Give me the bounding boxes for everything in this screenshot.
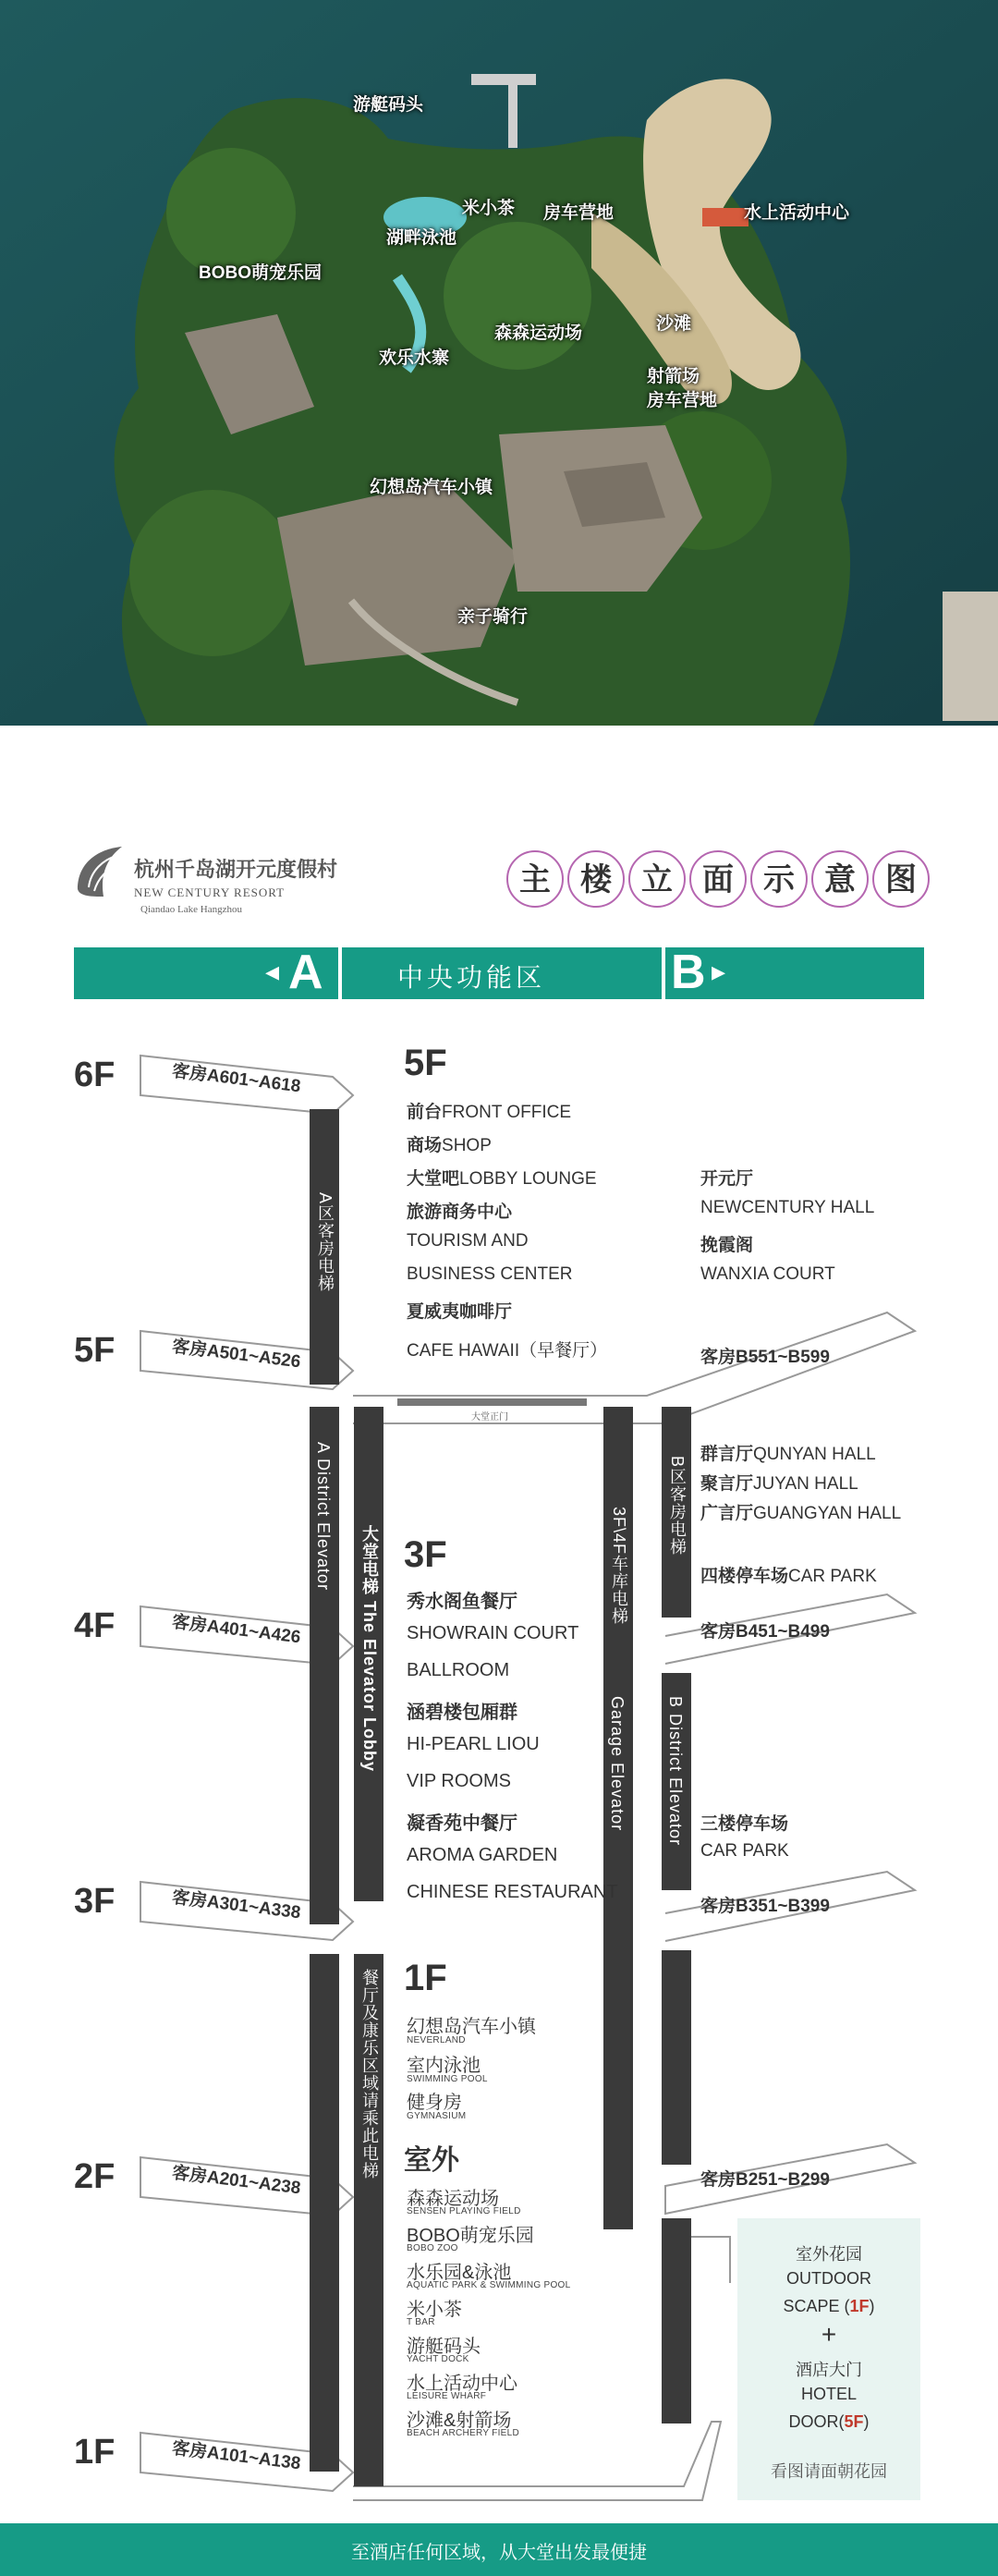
floor-label-3f: 3F bbox=[74, 1882, 116, 1921]
resort-location: Qiandao Lake Hangzhou bbox=[140, 904, 242, 915]
aerial-label-aqua-village: 欢乐水寨 bbox=[379, 348, 450, 368]
f5-item: 商场SHOP bbox=[407, 1136, 492, 1155]
f5-item: 旅游商务中心 bbox=[407, 1203, 513, 1222]
b-elevator-label-en: B District Elevator bbox=[666, 1696, 685, 1847]
aerial-label-rv-camp: 房车营地 bbox=[543, 203, 615, 223]
outdoor-item-en: LEISURE WHARF bbox=[407, 2391, 487, 2401]
central-zone-label: 中央功能区 bbox=[397, 963, 546, 992]
info-outdoor-en: OUTDOOR bbox=[786, 2269, 871, 2288]
f5-right-item: WANXIA COURT bbox=[700, 1264, 835, 1284]
b-room-range-3f: 客房B351~B399 bbox=[700, 1897, 830, 1916]
floor-label-6f: 6F bbox=[74, 1056, 116, 1094]
a-room-range-1f: 客房A101~A138 bbox=[170, 2438, 302, 2474]
title-char: 面 bbox=[689, 850, 747, 908]
f3-item: HI-PEARL LIOU bbox=[407, 1734, 540, 1754]
f3-item: 涵碧楼包厢群 bbox=[407, 1703, 517, 1723]
aerial-label-t-bar: 米小茶 bbox=[462, 199, 516, 218]
lobby-elevator-label: 大堂电梯 The Elevator Lobby bbox=[360, 1525, 379, 1773]
resort-name-cn: 杭州千岛湖开元度假村 bbox=[134, 858, 338, 882]
outdoor-item-en: BOBO ZOO bbox=[407, 2243, 458, 2253]
title-char: 主 bbox=[506, 850, 564, 908]
b-room-range-2f: 客房B251~B299 bbox=[700, 2170, 830, 2190]
outdoor-item-cn: BOBO萌宠乐园 bbox=[407, 2226, 534, 2246]
garage-elevator-label-cn: 3F\4F车库电梯 bbox=[610, 1507, 628, 1626]
title-char: 示 bbox=[750, 850, 808, 908]
f4-right-item: 聚言厅JUYAN HALL bbox=[700, 1474, 858, 1494]
aerial-label-archery: 射箭场 bbox=[647, 367, 700, 386]
outdoor-item-cn: 森森运动场 bbox=[407, 2189, 499, 2209]
aerial-label-sensen-field: 森森运动场 bbox=[494, 324, 583, 343]
aerial-label-yacht-dock: 游艇码头 bbox=[353, 95, 424, 115]
title-char: 楼 bbox=[567, 850, 625, 908]
outdoor-item-cn: 沙滩&射箭场 bbox=[407, 2411, 512, 2431]
f3-item: 秀水阁鱼餐厅 bbox=[407, 1592, 517, 1612]
b-room-range-4f: 客房B451~B499 bbox=[700, 1622, 830, 1642]
f1-item-en: GYMNASIUM bbox=[407, 2111, 467, 2121]
b-room-range-5f: 客房B551~B599 bbox=[700, 1348, 830, 1367]
floor-5f-heading: 5F bbox=[404, 1043, 447, 1083]
f3-item: VIP ROOMS bbox=[407, 1771, 511, 1791]
title-char: 意 bbox=[811, 850, 869, 908]
outdoor-heading: 室外 bbox=[404, 2145, 459, 2176]
lobby-main-door-label: 大堂正门 bbox=[471, 1412, 508, 1422]
right-arrow-icon: ▸ bbox=[712, 957, 726, 987]
f5-right-item: NEWCENTURY HALL bbox=[700, 1198, 875, 1217]
f3-right-item: 三楼停车场 bbox=[700, 1814, 789, 1834]
f5-item: 大堂吧LOBBY LOUNGE bbox=[407, 1169, 597, 1189]
f3-item: 凝香苑中餐厅 bbox=[407, 1813, 517, 1834]
floor-label-1f: 1F bbox=[74, 2433, 116, 2472]
f1-item-en: NEVERLAND bbox=[407, 2035, 466, 2045]
b-elevator-shaft-lower bbox=[662, 1950, 691, 2165]
footer-tip: 至酒店任何区域，从大堂出发最便捷 bbox=[351, 2543, 647, 2563]
dining-elevator-label: 餐厅及康乐区域请乘此电梯 bbox=[360, 1969, 379, 2179]
info-outdoor-cn: 室外花园 bbox=[796, 2245, 862, 2264]
info-note: 看图请面朝花园 bbox=[771, 2462, 887, 2481]
b-elevator-label-cn: B区客房电梯 bbox=[668, 1456, 687, 1557]
outdoor-item-cn: 水上活动中心 bbox=[407, 2374, 517, 2394]
aerial-label-bobo-zoo: BOBO萌宠乐园 bbox=[199, 263, 323, 283]
f5-item: TOURISM AND bbox=[407, 1231, 529, 1251]
floor-3f-heading: 3F bbox=[404, 1534, 447, 1575]
b-elevator-shaft-bottom bbox=[662, 2218, 691, 2423]
floor-label-5f: 5F bbox=[74, 1331, 116, 1370]
aerial-label-rv-camp-2: 房车营地 bbox=[647, 391, 718, 410]
f4-right-item: 群言厅QUNYAN HALL bbox=[700, 1445, 876, 1464]
f3-item: CHINESE RESTAURANT bbox=[407, 1882, 618, 1902]
outdoor-item-en: BEACH ARCHERY FIELD bbox=[407, 2428, 520, 2438]
aerial-label-water-activity: 水上活动中心 bbox=[744, 203, 850, 223]
f5-right-item: 挽霞阁 bbox=[700, 1236, 754, 1255]
aerial-label-lake-pool: 湖畔泳池 bbox=[386, 228, 457, 248]
f5-item: 夏威夷咖啡厅 bbox=[407, 1302, 513, 1322]
floor-label-4f: 4F bbox=[74, 1606, 116, 1645]
f1-item-cn: 健身房 bbox=[407, 2093, 462, 2113]
floor-label-2f: 2F bbox=[74, 2157, 116, 2196]
zone-a-label: A bbox=[288, 946, 323, 999]
aerial-label-beach: 沙滩 bbox=[656, 314, 692, 334]
title-char: 图 bbox=[872, 850, 930, 908]
info-hotel: HOTEL bbox=[800, 2385, 857, 2403]
a-room-range-3f: 客房A301~A338 bbox=[170, 1887, 302, 1923]
left-arrow-icon: ◂ bbox=[265, 957, 280, 987]
f1-item-cn: 室内泳池 bbox=[407, 2056, 481, 2076]
band-divider bbox=[662, 947, 665, 999]
outdoor-item-en: AQUATIC PARK & SWIMMING POOL bbox=[407, 2280, 571, 2290]
f3-item: SHOWRAIN COURT bbox=[407, 1623, 579, 1643]
title-char: 立 bbox=[628, 850, 686, 908]
f3-item: BALLROOM bbox=[407, 1660, 510, 1680]
f4-right-item: 广言厅GUANGYAN HALL bbox=[700, 1504, 902, 1523]
a-room-range-4f: 客房A401~A426 bbox=[170, 1612, 302, 1648]
outdoor-item-cn: 米小茶 bbox=[407, 2300, 462, 2320]
info-door-cn: 酒店大门 bbox=[796, 2361, 862, 2379]
a-room-range-5f: 客房A501~A526 bbox=[170, 1337, 302, 1373]
f5-right-item: 开元厅 bbox=[700, 1169, 754, 1189]
f5-item: 前台FRONT OFFICE bbox=[407, 1103, 572, 1122]
zone-b-label: B bbox=[671, 946, 706, 999]
aerial-label-family-bike: 亲子骑行 bbox=[457, 607, 529, 627]
info-door: DOOR(5F) bbox=[788, 2412, 870, 2431]
f1-item-cn: 幻想岛汽车小镇 bbox=[407, 2017, 536, 2037]
aerial-label-neverland: 幻想岛汽车小镇 bbox=[370, 478, 493, 497]
f3-item: AROMA GARDEN bbox=[407, 1845, 558, 1865]
a-elevator-label-en: A District Elevator bbox=[314, 1442, 333, 1592]
plus-icon: + bbox=[821, 2320, 837, 2349]
a-room-range-2f: 客房A201~A238 bbox=[170, 2163, 302, 2199]
a-elevator-label-cn: A区客房电梯 bbox=[316, 1192, 335, 1293]
a-room-range-6f: 客房A601~A618 bbox=[170, 1061, 302, 1097]
resort-logo-icon bbox=[72, 843, 126, 900]
aerial-map bbox=[0, 0, 998, 726]
outdoor-item-en: T BAR bbox=[407, 2317, 435, 2327]
f3-right-item: CAR PARK bbox=[700, 1841, 789, 1861]
info-scape: SCAPE (1F) bbox=[783, 2297, 875, 2315]
a-elevator-shaft-bottom bbox=[310, 1954, 339, 2472]
outdoor-item-cn: 水乐园&泳池 bbox=[407, 2263, 512, 2283]
outdoor-item-en: YACHT DOCK bbox=[407, 2354, 469, 2364]
resort-name-en: NEW CENTURY RESORT bbox=[134, 885, 286, 899]
f5-item: BUSINESS CENTER bbox=[407, 1264, 573, 1284]
f4-right-item: 四楼停车场CAR PARK bbox=[700, 1567, 877, 1586]
garage-elevator-label-en: Garage Elevator bbox=[608, 1696, 627, 1832]
band-divider bbox=[338, 947, 342, 999]
floor-1f-heading: 1F bbox=[404, 1958, 447, 1998]
outdoor-item-cn: 游艇码头 bbox=[407, 2337, 481, 2357]
outdoor-item-en: SENSEN PLAYING FIELD bbox=[407, 2206, 521, 2216]
f1-item-en: SWIMMING POOL bbox=[407, 2074, 488, 2084]
f5-item: CAFE HAWAII（早餐厅） bbox=[407, 1341, 608, 1361]
